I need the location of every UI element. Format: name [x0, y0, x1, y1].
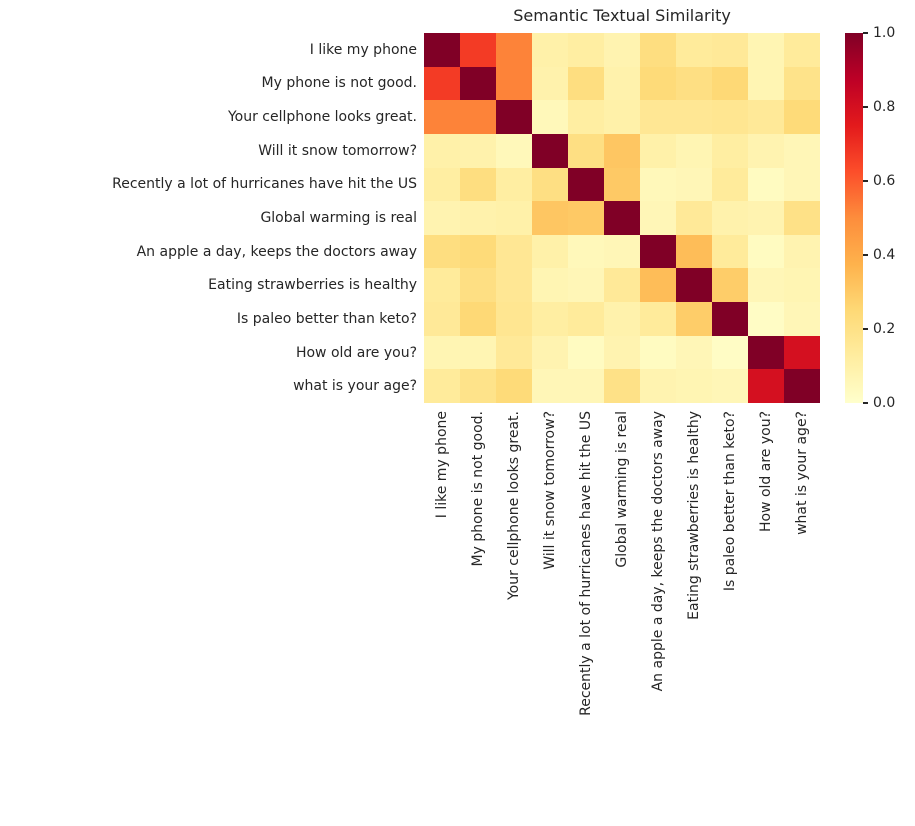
heatmap-cell: [640, 268, 676, 302]
heatmap-cell: [424, 134, 460, 168]
heatmap-cell: [460, 67, 496, 101]
heatmap-cell: [532, 33, 568, 67]
heatmap-cell: [676, 134, 712, 168]
heatmap-cell: [640, 33, 676, 67]
heatmap-cell: [532, 168, 568, 202]
colorbar-tick-label: 0.0: [873, 395, 896, 411]
y-tick-label: My phone is not good.: [261, 75, 417, 92]
heatmap-cell: [712, 201, 748, 235]
heatmap-cell: [496, 201, 532, 235]
heatmap-cell: [496, 268, 532, 302]
heatmap-cell: [712, 235, 748, 269]
heatmap-cell: [640, 302, 676, 336]
heatmap-cell: [676, 268, 712, 302]
colorbar-tick-mark: [863, 402, 868, 404]
heatmap-cell: [604, 268, 640, 302]
x-tick-label: An apple a day, keeps the doctors away: [650, 411, 666, 692]
heatmap-cell: [604, 201, 640, 235]
x-tick-column: [748, 411, 784, 532]
heatmap-cell: [784, 268, 820, 302]
heatmap-cell: [496, 67, 532, 101]
heatmap-cell: [568, 67, 604, 101]
heatmap-cell: [568, 268, 604, 302]
heatmap-cell: [640, 369, 676, 403]
heatmap-cell: [748, 134, 784, 168]
heatmap-cell: [640, 235, 676, 269]
heatmap-cell: [460, 369, 496, 403]
x-tick-column: [460, 411, 496, 566]
x-tick-label: Recently a lot of hurricanes have hit the US: [578, 411, 594, 716]
colorbar-tick-label: 0.8: [873, 99, 896, 115]
heatmap-cell: [748, 168, 784, 202]
heatmap-cell: [496, 235, 532, 269]
x-tick-label: Your cellphone looks great.: [506, 411, 522, 601]
heatmap-cell: [712, 302, 748, 336]
heatmap-cell: [640, 67, 676, 101]
heatmap-cell: [676, 336, 712, 370]
heatmap-cell: [676, 33, 712, 67]
y-tick-label: Eating strawberries is healthy: [208, 277, 417, 294]
heatmap-cell: [532, 201, 568, 235]
heatmap-cell: [784, 201, 820, 235]
heatmap-cell: [784, 100, 820, 134]
colorbar-tick-mark: [863, 328, 868, 330]
x-tick-column: [784, 411, 820, 535]
heatmap-cell: [460, 100, 496, 134]
colorbar-tick-label: 0.6: [873, 173, 896, 189]
y-axis-labels: [0, 33, 417, 403]
heatmap-cell: [676, 302, 712, 336]
y-tick-label: Global warming is real: [260, 210, 417, 227]
heatmap-cell: [460, 268, 496, 302]
heatmap-cell: [784, 33, 820, 67]
colorbar-tick-label: 0.2: [873, 321, 896, 337]
heatmap-cell: [460, 134, 496, 168]
heatmap-cell: [784, 302, 820, 336]
heatmap-cell: [568, 302, 604, 336]
heatmap-cell: [568, 369, 604, 403]
x-tick-label: How old are you?: [758, 411, 774, 533]
heatmap-cell: [460, 168, 496, 202]
x-tick-label: Global warming is real: [614, 411, 630, 568]
heatmap-cell: [496, 134, 532, 168]
heatmap-cell: [712, 33, 748, 67]
colorbar-tick-label: 0.4: [873, 247, 896, 263]
x-tick-label: My phone is not good.: [470, 411, 486, 567]
heatmap-cell: [496, 33, 532, 67]
heatmap-cell: [532, 67, 568, 101]
heatmap-cell: [748, 336, 784, 370]
heatmap-cell: [568, 235, 604, 269]
heatmap-cell: [568, 168, 604, 202]
y-tick-label: Recently a lot of hurricanes have hit the US: [112, 176, 417, 193]
heatmap-cell: [748, 268, 784, 302]
heatmap-cell: [712, 67, 748, 101]
x-tick-label: Eating strawberries is healthy: [686, 411, 702, 620]
x-tick-column: [640, 411, 676, 691]
heatmap-cell: [604, 67, 640, 101]
heatmap-cell: [424, 67, 460, 101]
colorbar-tick-mark: [863, 106, 868, 108]
heatmap-cell: [424, 369, 460, 403]
heatmap-cell: [604, 33, 640, 67]
heatmap-cell: [748, 369, 784, 403]
heatmap-cell: [748, 235, 784, 269]
heatmap-cell: [460, 201, 496, 235]
heatmap-cell: [604, 168, 640, 202]
heatmap-cell: [604, 369, 640, 403]
x-tick-label: Will it snow tomorrow?: [542, 411, 558, 570]
chart-title: Semantic Textual Similarity: [513, 6, 731, 25]
heatmap-cell: [424, 168, 460, 202]
x-tick-label: I like my phone: [434, 411, 450, 519]
heatmap-cell: [784, 67, 820, 101]
heatmap-cell: [748, 302, 784, 336]
y-tick-label: what is your age?: [293, 378, 417, 395]
heatmap-cell: [712, 100, 748, 134]
heatmap-cell: [604, 100, 640, 134]
heatmap-cell: [460, 336, 496, 370]
heatmap-cell: [424, 268, 460, 302]
heatmap-cell: [748, 100, 784, 134]
heatmap-cell: [532, 134, 568, 168]
heatmap-cell: [568, 100, 604, 134]
heatmap-cell: [604, 235, 640, 269]
heatmap-cell: [496, 302, 532, 336]
colorbar-tick-mark: [863, 254, 868, 256]
x-tick-column: [568, 411, 604, 716]
heatmap-cell: [712, 369, 748, 403]
heatmap-cell: [532, 369, 568, 403]
x-tick-label: Is paleo better than keto?: [722, 411, 738, 592]
heatmap-cell: [712, 336, 748, 370]
y-tick-label: Your cellphone looks great.: [227, 109, 417, 126]
heatmap-cell: [424, 235, 460, 269]
heatmap-cell: [568, 134, 604, 168]
heatmap-cell: [640, 336, 676, 370]
heatmap-cell: [676, 235, 712, 269]
heatmap-cell: [460, 33, 496, 67]
heatmap-cell: [748, 201, 784, 235]
x-tick-column: [712, 411, 748, 591]
heatmap-cell: [460, 302, 496, 336]
y-tick-label: Will it snow tomorrow?: [258, 142, 417, 159]
colorbar-tick-mark: [863, 32, 868, 34]
colorbar-tick-mark: [863, 180, 868, 182]
x-axis-labels: [424, 411, 820, 716]
heatmap-cell: [424, 100, 460, 134]
heatmap-cell: [676, 67, 712, 101]
heatmap-cell: [424, 201, 460, 235]
y-tick-label: Is paleo better than keto?: [236, 310, 417, 327]
heatmap-cell: [784, 168, 820, 202]
x-tick-label: what is your age?: [794, 411, 810, 535]
heatmap-cell: [496, 336, 532, 370]
heatmap-cell: [784, 134, 820, 168]
heatmap-cell: [532, 235, 568, 269]
y-tick-label: How old are you?: [295, 344, 417, 361]
heatmap-cell: [604, 336, 640, 370]
heatmap-cell: [712, 268, 748, 302]
heatmap-cell: [496, 369, 532, 403]
heatmap-cell: [640, 201, 676, 235]
x-tick-column: [604, 411, 640, 568]
heatmap-cell: [424, 302, 460, 336]
heatmap-cell: [496, 168, 532, 202]
heatmap-cell: [568, 201, 604, 235]
y-tick-label: An apple a day, keeps the doctors away: [136, 243, 417, 260]
heatmap-cell: [604, 134, 640, 168]
heatmap-cell: [676, 168, 712, 202]
heatmap-cell: [676, 201, 712, 235]
heatmap-cell: [748, 67, 784, 101]
heatmap-cell: [748, 33, 784, 67]
heatmap-cell: [640, 168, 676, 202]
heatmap-cell: [640, 100, 676, 134]
heatmap-cell: [784, 369, 820, 403]
colorbar-tick-label: 1.0: [873, 25, 896, 41]
x-tick-column: [496, 411, 532, 600]
heatmap-cell: [676, 369, 712, 403]
y-tick-label: I like my phone: [309, 41, 417, 58]
colorbar: [845, 33, 863, 403]
heatmap-cell: [460, 235, 496, 269]
heatmap-cell: [532, 302, 568, 336]
x-tick-column: [532, 411, 568, 570]
heatmap-cell: [532, 268, 568, 302]
heatmap-cell: [568, 33, 604, 67]
heatmap-cell: [784, 336, 820, 370]
heatmap-cell: [424, 336, 460, 370]
heatmap-cell: [532, 100, 568, 134]
heatmap-cell: [676, 100, 712, 134]
heatmap-grid: [424, 33, 820, 403]
x-tick-column: [676, 411, 712, 620]
x-tick-column: [424, 411, 460, 518]
heatmap-cell: [640, 134, 676, 168]
heatmap-cell: [784, 235, 820, 269]
heatmap-cell: [424, 33, 460, 67]
heatmap-cell: [712, 134, 748, 168]
heatmap-cell: [496, 100, 532, 134]
heatmap-cell: [532, 336, 568, 370]
heatmap-cell: [604, 302, 640, 336]
heatmap-cell: [712, 168, 748, 202]
heatmap-cell: [568, 336, 604, 370]
